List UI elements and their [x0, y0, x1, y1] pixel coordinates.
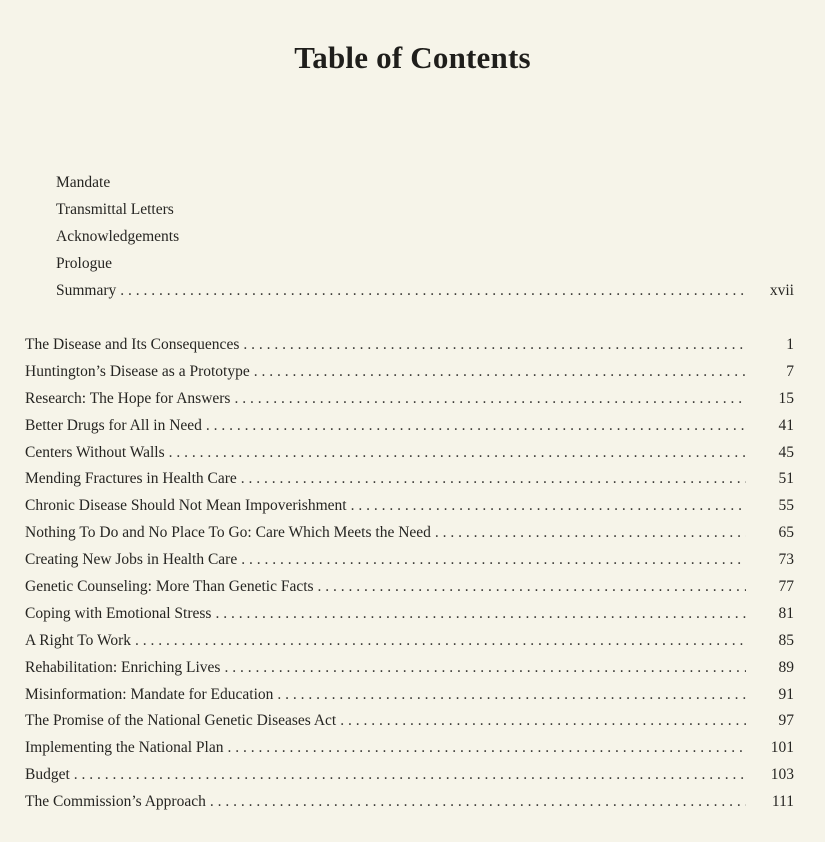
toc-entry	[25, 470, 794, 497]
dot-leader	[135, 632, 746, 650]
dot-leader	[234, 390, 746, 408]
toc-entry-title: Summary	[56, 282, 117, 299]
toc-page-number: 97	[778, 712, 794, 730]
toc-page-number: 55	[778, 497, 794, 515]
dot-leader	[120, 282, 746, 300]
toc-entry-title: Rehabilitation: Enriching Lives	[25, 658, 221, 676]
toc-entry	[56, 282, 794, 309]
toc-entry	[25, 497, 794, 524]
front-matter-list	[56, 174, 794, 309]
dot-leader	[241, 470, 746, 488]
toc-page-number: 7	[786, 362, 794, 380]
toc-entry	[25, 632, 794, 659]
dot-leader	[224, 659, 746, 677]
toc-entry-title: Chronic Disease Should Not Mean Impoverishment	[25, 497, 347, 515]
chapter-list	[25, 336, 794, 820]
toc-entry	[25, 336, 794, 363]
toc-page-number: 65	[778, 524, 794, 542]
dot-leader	[351, 497, 746, 515]
toc-entry-title: Research: The Hope for Answers	[25, 389, 231, 407]
toc-page-number: 15	[778, 389, 794, 407]
dot-leader	[243, 336, 746, 354]
toc-page-number: 89	[778, 658, 794, 676]
toc-entry-title: Better Drugs for All in Need	[25, 416, 202, 434]
toc-entry-title: Prologue	[56, 255, 112, 272]
toc-entry	[25, 444, 794, 471]
dot-leader	[340, 712, 746, 730]
toc-entry-title: A Right To Work	[25, 631, 132, 649]
toc-entry	[25, 578, 794, 605]
toc-entry-title: Acknowledgements	[56, 228, 180, 245]
dot-leader	[227, 739, 746, 757]
toc-page-number: 77	[778, 578, 794, 596]
dot-leader	[318, 578, 746, 596]
toc-entry-title: The Disease and Its Consequences	[25, 336, 240, 353]
toc-entry	[25, 363, 794, 390]
toc-entry	[25, 659, 794, 686]
toc-entry-title: The Commission’s Approach	[25, 793, 206, 811]
toc-entry-title: Creating New Jobs in Health Care	[25, 551, 238, 569]
toc-entry-title: Nothing To Do and No Place To Go: Care Which Meets the Need	[25, 524, 431, 542]
toc-entry	[56, 201, 794, 228]
toc-page-number: 91	[778, 685, 794, 703]
toc-entry-title: Coping with Emotional Stress	[25, 604, 212, 622]
toc-entry-title: The Promise of the National Genetic Diseases Act	[25, 712, 337, 730]
toc-entry	[25, 712, 794, 739]
dot-leader	[215, 605, 746, 623]
toc-page-number: 81	[778, 604, 794, 622]
toc-entry	[25, 417, 794, 444]
dot-leader	[74, 766, 746, 784]
toc-entry-title: Centers Without Walls	[25, 443, 165, 461]
toc-entry-title: Implementing the National Plan	[25, 739, 224, 757]
toc-page-number: xvii	[769, 282, 794, 299]
toc-entry	[25, 686, 794, 713]
toc-entry-title: Mandate	[56, 174, 111, 191]
toc-entry	[56, 174, 794, 201]
toc-entry	[25, 766, 794, 793]
toc-entry	[25, 793, 794, 820]
toc-page-number: 111	[771, 793, 794, 811]
toc-entry-title: Budget	[25, 766, 70, 784]
dot-leader	[254, 363, 746, 381]
dot-leader	[435, 524, 746, 542]
dot-leader	[277, 686, 746, 704]
toc-entry	[25, 551, 794, 578]
toc-page-number: 101	[770, 739, 794, 757]
toc-page-number: 1	[786, 336, 794, 353]
toc-entry-title: Genetic Counseling: More Than Genetic Facts	[25, 578, 314, 596]
toc-entry	[56, 228, 794, 255]
toc-entry-title: Huntington’s Disease as a Prototype	[25, 362, 250, 380]
toc-page-number: 51	[778, 470, 794, 488]
toc-page-number: 103	[770, 766, 794, 784]
toc-page-number: 45	[778, 443, 794, 461]
dot-leader	[210, 793, 746, 811]
toc-entry	[25, 390, 794, 417]
toc-entry	[56, 255, 794, 282]
dot-leader	[169, 444, 746, 462]
toc-page-number: 41	[778, 416, 794, 434]
toc-entry	[25, 739, 794, 766]
page-title: Table of Contents	[294, 40, 531, 75]
toc-page-number: 73	[778, 551, 794, 569]
toc-entry-title: Transmittal Letters	[56, 201, 174, 218]
toc-entry-title: Mending Fractures in Health Care	[25, 470, 237, 488]
dot-leader	[206, 417, 746, 435]
toc-entry-title: Misinformation: Mandate for Education	[25, 685, 274, 703]
toc-entry	[25, 605, 794, 632]
toc-entry	[25, 524, 794, 551]
dot-leader	[241, 551, 746, 569]
toc-page-number: 85	[778, 631, 794, 649]
